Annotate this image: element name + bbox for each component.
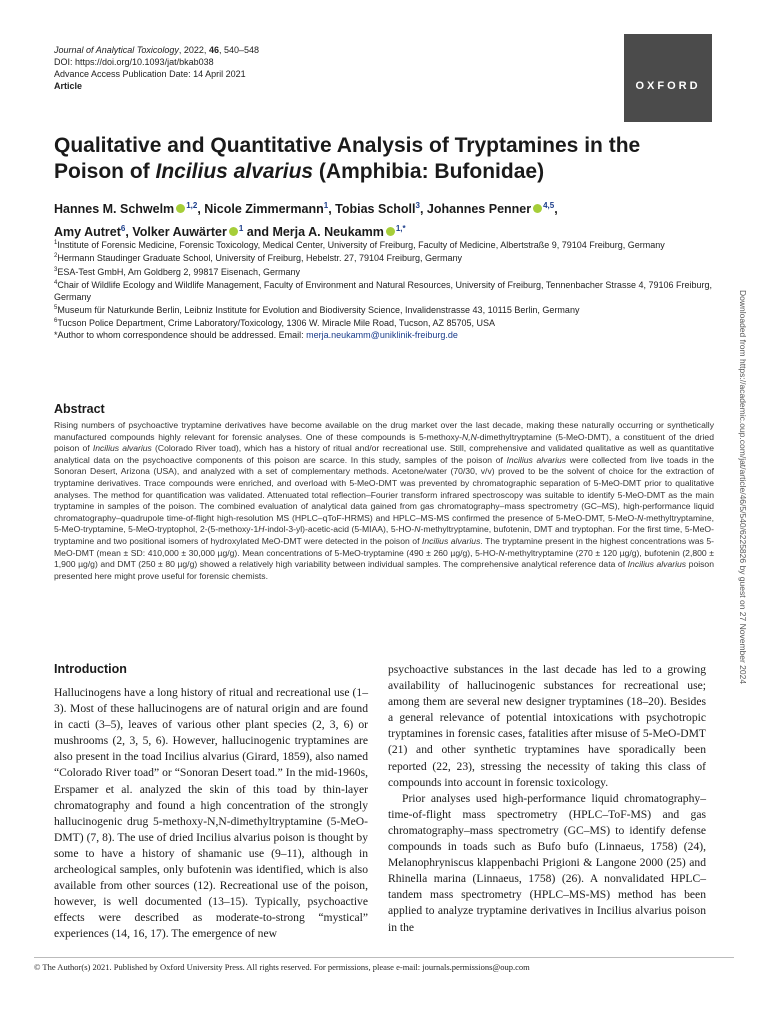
orcid-icon[interactable]: [229, 227, 238, 236]
author-list: Hannes M. Schwelm $^{1,2}$, Nicole Zimmermann$^1$, Tobias Scholl$^3$, Johannes Penner $^{4,5}$, Amy Autret$^6$, Volker Auwärter $^1$ and Merja A. Neukamm $^{1,*}$: [54, 201, 558, 240]
doi-line[interactable]: DOI: https://doi.org/10.1093/jat/bkab038: [54, 57, 214, 67]
introduction-heading: Introduction: [54, 662, 127, 676]
orcid-icon[interactable]: [386, 227, 395, 236]
intro-right-column: [388, 662, 706, 936]
footer-divider: [34, 957, 734, 958]
intro-paragraph: psychoactive substances in the last decade has led to a growing availability of hallucinogenic substances for recreational use; among them are several new designer tryptamines (18–20). Besides a general relevance of potential intoxications with psychotropic tryptamines in forensic cases, fatalities after misuse of 5-MeO-DMT (21) and other synthetic tryptamines have sporadically been reported (22, 23), stressing the necessity of taking this class of compounds into account in forensic toxicology.: [388, 663, 706, 789]
publisher-logo[interactable]: [624, 34, 712, 122]
affiliation: $^1$Institute of Forensic Medicine, Forensic Toxicology, Medical Center, University of Freiburg, Faculty of Medicine, Albertstraße 9, 79104 Freiburg, Germany: [54, 240, 665, 250]
orcid-icon[interactable]: [176, 204, 185, 213]
correspondence: *Author to whom correspondence should be addressed. Email: merja.neukamm@uniklinik-freiburg.de: [54, 329, 458, 340]
affiliation: $^4$Chair of Wildlife Ecology and Wildlife Management, Faculty of Environment and Natural Resources, University of Freiburg, Tennenbacher Strasse 4, 79106 Freiburg, Germany: [54, 280, 712, 302]
author[interactable]: Johannes Penner $^{4,5}$: [426, 201, 555, 217]
download-watermark: Downloaded from https://academic.oup.com/jat/article/46/5/540/6225826 by guest on 27 November 2024: [738, 290, 748, 685]
affiliation: $^2$Hermann Staudinger Graduate School, University of Freiburg, Hebelstr. 27, 79104 Freiburg, Germany: [54, 253, 463, 264]
advance-access-date: Advance Access Publication Date: 14 April 2021: [54, 69, 246, 79]
author[interactable]: Nicole Zimmermann$^1$: [204, 201, 329, 217]
journal-citation: Journal of Analytical Toxicology, 2022, 46, 540–548: [54, 45, 259, 55]
author[interactable]: Merja A. Neukamm $^{1,*}$: [272, 224, 406, 240]
author[interactable]: Hannes M. Schwelm $^{1,2}$: [54, 201, 198, 217]
affiliation: $^6$Tucson Police Department, Crime Laboratory/Toxicology, 1306 W. Miracle Mile Road, Tucson, AZ 85705, USA: [54, 318, 496, 329]
author[interactable]: Amy Autret$^6$: [54, 224, 126, 240]
email-link[interactable]: merja.neukamm@uniklinik-freiburg.de: [306, 329, 458, 340]
copyright-footer: © The Author(s) 2021. Published by Oxford University Press. All rights reserved. For permissions, please e-mail: journals.permissions@oup.com: [34, 962, 530, 972]
affiliation: $^5$Museum für Naturkunde Berlin, Leibniz Institute for Evolution and Biodiversity Science, Invalidenstrasse 43, 10115 Berlin, Germany: [54, 305, 580, 316]
abstract-body: Rising numbers of psychoactive tryptamine derivatives have become available on the drug market over the last decade, making these naturally occurring or synthetically manufactured compounds highly relevant for forensic analyses. One of these compounds is 5-methoxy-N,N-dimethyltryptamine (5-MeO-DMT), a constituent of the dried poison of Incilius alvarius (Colorado River toad), which has a history of ritual and/or recreational use. Still, comprehensive and validated qualitative as well as quantitative analytical data on the psychoactive components of this poison are scarce. In this study, samples of the poison of Incilius alvarius were collected from live toads in the Sonoran Desert, Arizona (USA), and analyzed with a set of complementary methods. Acetone/water (70/30, v/v) proved to be the solvent of choice for the extraction of tryptamine derivatives. Trace compounds were enriched, and overload with 5-MeO-DMT was prevented by chromatographic separation of 5-MeO-DMT prior to qualitative analyses. The method for quantification was validated. Attenuated total reflection–Fourier transform infrared spectroscopy was suitable to identify 5-MeO-DMT as the main tryptamine in samples of the poison. The combined evaluation of analytical data gained from gas chromatography–mass spectrometry (GC–MS), high-performance liquid chromatography–quadrupole time-of-flight high-resolution MS (HPLC–qToF-HRMS) and HPLC–MS-MS confirmed the presence of 5-MeO-DMT, 5-MeO-N-methyltryptamine, 5-MeO-tryptamine, 5-MeO-tryptophol, 2-(5-methoxy-1H-indol-3-yl)-acetic-acid (5-MIAA), 5-HO-N-methyltryptamine, bufotenin, DMT and tryptophan. For the first time, 5-MeO-tryptamine and two positional isomers of hydroxylated MeO-DMT were detected in the poison of Incilius alvarius. The tryptamine present in the highest concentrations was 5-MeO-DMT (mean ± SD: 410,000 ± 30,000 µg/g). Mean concentrations of 5-MeO-tryptamine (490 ± 260 µg/g), 5-HO-N-methyltryptamine (270 ± 120 µg/g), bufotenin (2,800 ± 1,900 µg/g) and DMT (250 ± 80 µg/g) showed a relatively high variability between individual samples. The comprehensive analytical reference data of Incilius alvarius poison presented here might prove useful for forensic chemists.: [54, 420, 714, 581]
intro-paragraph: Prior analyses used high-performance liquid chromatography–time-of-flight mass spectrometry (HPLC–ToF-MS) and gas chromatography–mass spectrometry (GC–MS) to identify defense compounds in toads such as Bufo bufo (Linnaeus, 1758) (24), Melanophryniscus klappenbachi Prigioni & Langone 2000 (25) and Rhinella marina (Linnaeus, 1758) (26). A nonvalidated HPLC–tandem mass spectrometry (HPLC–MS-MS) method has been applied to analyze tryptamine derivatives in Incilius alvarius poison in the: [388, 791, 706, 934]
article-type: Article: [54, 81, 83, 91]
intro-paragraph: Hallucinogens have a long history of ritual and recreational use (1–3). Most of these hallucinogens are of natural origin and are found in cacti (3–5), leaves of various other plant species (2, 3, 6) or mushrooms (2, 3, 5, 6). However, hallucinogenic tryptamines are also present in the toad Incilius alvarius (Girard, 1859), also named “Colorado River toad” or “Sonoran Desert toad.” In the mid-1960s, Erspamer et al. analyzed the skin of this toad by thin-layer chromatography and found a high concentration of the strongly hallucinogenic drug 5-methoxy-N,N-dimethyltryptamine (5-MeO-DMT) (7, 8). The use of dried Incilius alvarius poison is thought by some to have a history of shamanic use (9–11), although in archeological samples, only bufotenin was identified, which is also available from other sources (12). Recreational use of the poison, however, is well documented (13–15). Typically, psychoactive effects were described as moderate-to-strong “mystical” experiences (14, 16, 17). The emergence of new: [54, 686, 368, 941]
author[interactable]: Tobias Scholl$^3$: [335, 201, 420, 217]
author[interactable]: Volker Auwärter $^1$: [132, 224, 244, 240]
publisher-logo-text: OXFORD: [635, 80, 701, 92]
abstract-heading: Abstract: [54, 402, 105, 416]
affiliation-list: [54, 238, 714, 341]
paper-title: Qualitative and Quantitative Analysis of Tryptamines in the Poison of Incilius alvarius (Amphibia: Bufonidae): [54, 134, 641, 183]
affiliation: $^3$ESA-Test GmbH, Am Goldberg 2, 99817 Eisenach, Germany: [54, 266, 300, 277]
intro-left-column: [54, 685, 368, 943]
orcid-icon[interactable]: [533, 204, 542, 213]
journal-meta: [54, 44, 259, 92]
